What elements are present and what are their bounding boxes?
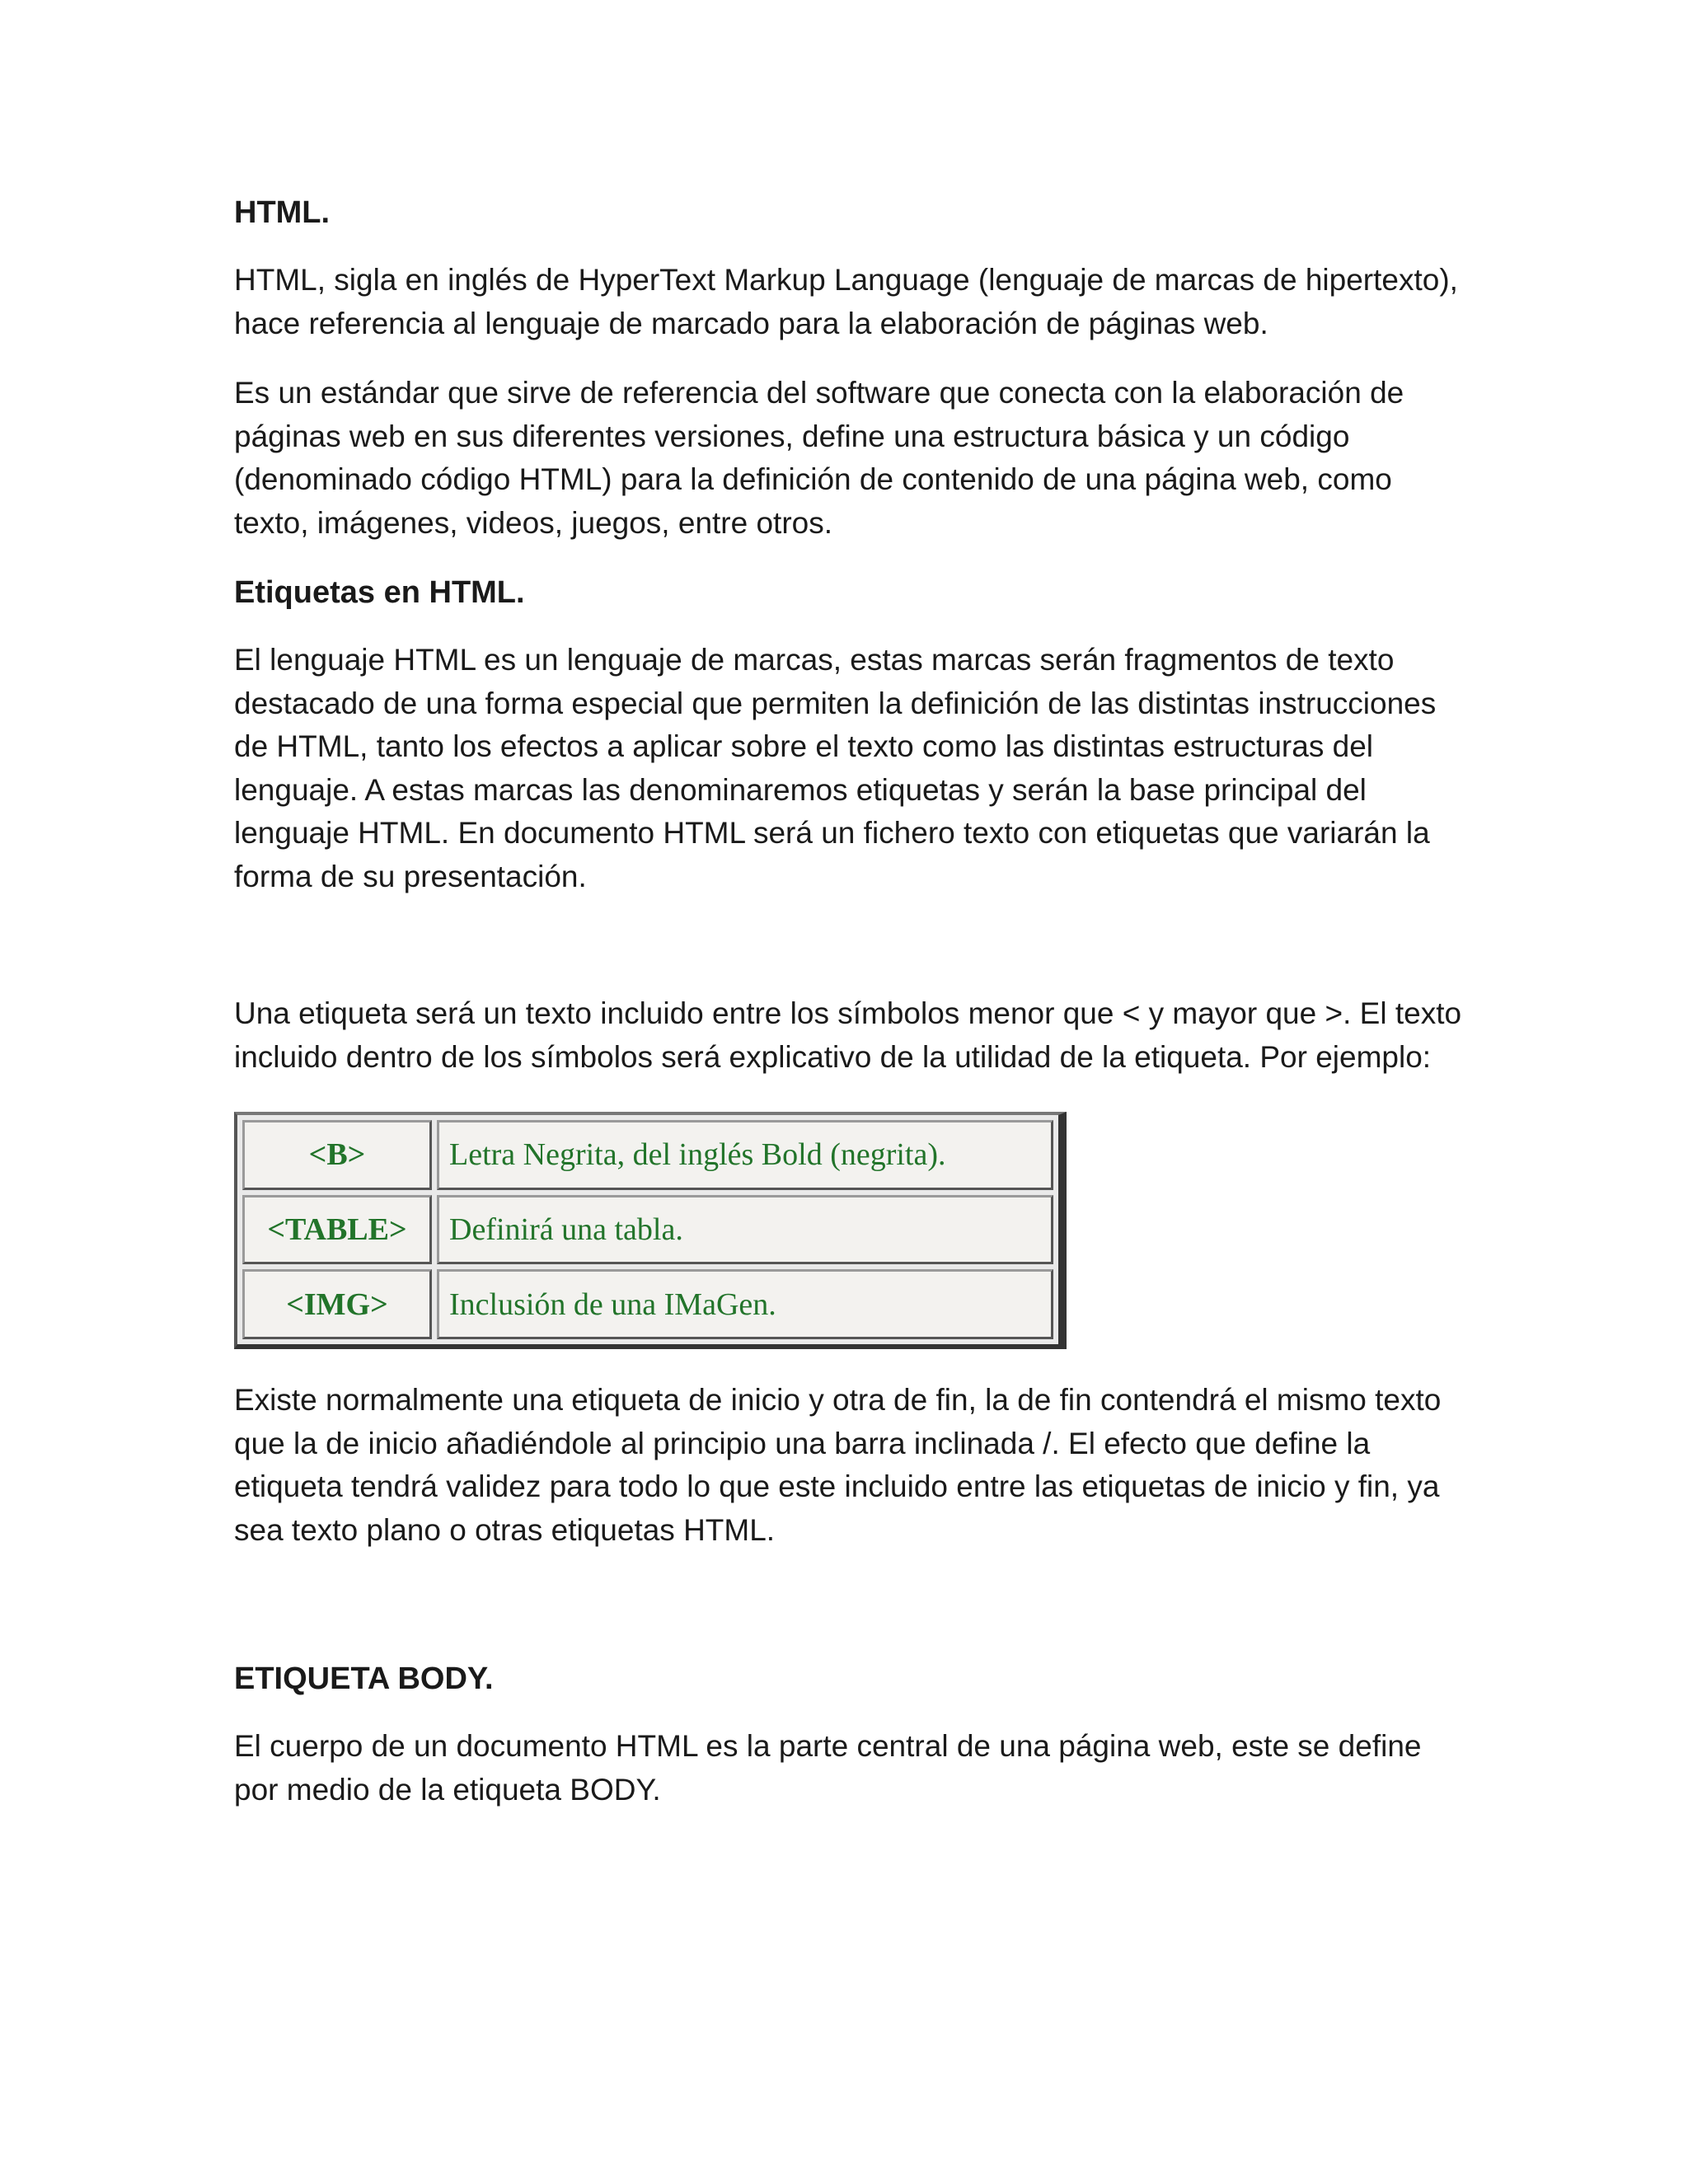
paragraph-etiqueta-inicio-fin: Existe normalmente una etiqueta de inicio y otra de fin, la de fin contendrá el mismo texto que la de inicio añadiéndole al principio una barra inclinada /. El efecto que define la etiqueta tendrá validez para todo lo que este incluido entre las etiquetas de inicio y fin, ya sea texto plano o otras etiquetas HTML.: [234, 1383, 1442, 1547]
spacer: [234, 1578, 1470, 1657]
paragraph-etiquetas-intro: El lenguaje HTML es un lenguaje de marcas, estas marcas serán fragmentos de texto destacado de una forma especial que permiten la definición de las distintas instrucciones de HTML, tanto los efectos a aplicar sobre el texto como las distintas estructuras del lenguaje. A estas marcas las denominaremos etiquetas y serán la base principal del lenguaje HTML. En documento HTML será un fichero texto con etiquetas que variarán la forma de su presentación.: [234, 643, 1437, 893]
table-row: [242, 1195, 1053, 1265]
example-tags-image: [234, 1112, 1067, 1349]
tag-cell: <TABLE>: [242, 1195, 432, 1265]
example-tags-table: [237, 1115, 1058, 1344]
description-cell: Inclusión de una IMaGen.: [437, 1269, 1053, 1339]
heading-etiqueta-body: ETIQUETA BODY.: [234, 1661, 494, 1696]
spacer: [234, 925, 1470, 992]
table-row: [242, 1120, 1053, 1190]
tag-cell: <B>: [242, 1120, 432, 1190]
paragraph-etiqueta-symbols: Una etiqueta será un texto incluido entre los símbolos menor que < y mayor que >. El texto incluido dentro de los símbolos será explicativo de la utilidad de la etiqueta. Por ejemplo:: [234, 996, 1462, 1074]
paragraph-body-definition: El cuerpo de un documento HTML es la parte central de una página web, este se define por medio de la etiqueta BODY.: [234, 1729, 1422, 1807]
heading-html: HTML.: [234, 195, 331, 230]
paragraph-html-definition: HTML, sigla en inglés de HyperText Markup Language (lenguaje de marcas de hipertexto), hace referencia al lenguaje de marcado para la elaboración de páginas web.: [234, 263, 1458, 340]
paragraph-html-standard: Es un estándar que sirve de referencia del software que conecta con la elaboración de páginas web en sus diferentes versiones, define una estructura básica y un código (denominado código HTML) para la definición de contenido de una página web, como texto, imágenes, videos, juegos, entre otros.: [234, 376, 1404, 540]
description-cell: Letra Negrita, del inglés Bold (negrita).: [437, 1120, 1053, 1190]
tag-cell: <IMG>: [242, 1269, 432, 1339]
document-content: [234, 191, 1470, 1838]
description-cell: Definirá una tabla.: [437, 1195, 1053, 1265]
table-row: [242, 1269, 1053, 1339]
heading-etiquetas: Etiquetas en HTML.: [234, 575, 525, 610]
